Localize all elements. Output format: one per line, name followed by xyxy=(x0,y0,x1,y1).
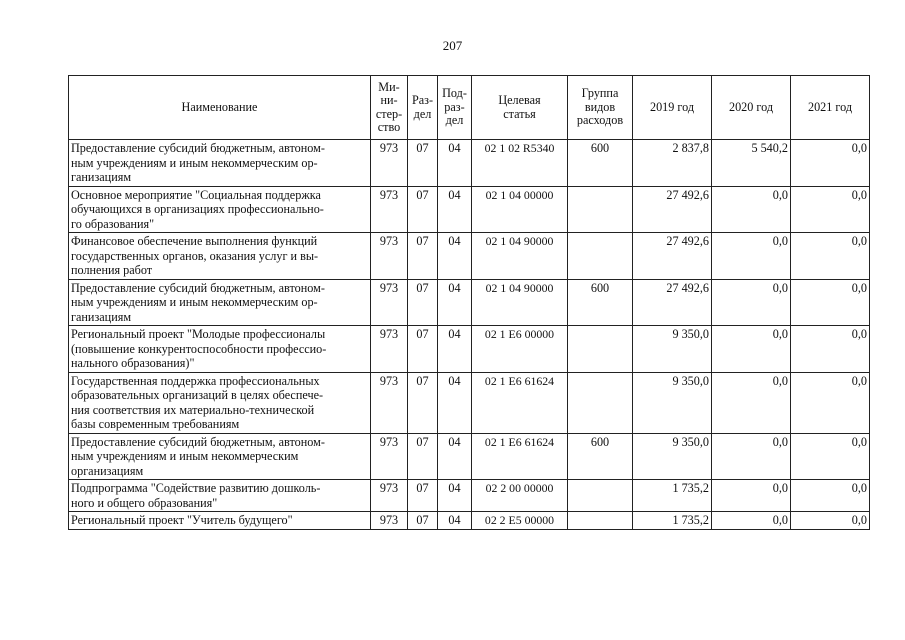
header-expense-group: Группа видов расходов xyxy=(568,76,633,140)
row-target: 02 2 00 00000 xyxy=(472,480,568,512)
row-name: Региональный проект "Учитель будущего" xyxy=(69,512,371,530)
row-subsection: 04 xyxy=(438,512,472,530)
row-name: Государственная поддержка профессиональных образовательных организаций в целях обеспече- ния соответствия их материально-технической базы современным требованиям xyxy=(69,372,371,433)
table-row xyxy=(69,186,870,233)
row-target: 02 1 04 90000 xyxy=(472,233,568,280)
row-ministry: 973 xyxy=(371,433,408,480)
row-name: Региональный проект "Молодые профессионалы (повышение конкурентоспособности профессио- нального образования)" xyxy=(69,326,371,373)
row-section: 07 xyxy=(408,433,438,480)
table-row xyxy=(69,326,870,373)
row-2020: 0,0 xyxy=(712,233,791,280)
table-row xyxy=(69,480,870,512)
row-section: 07 xyxy=(408,186,438,233)
row-name: Финансовое обеспечение выполнения функций государственных органов, оказания услуг и вы- полнения работ xyxy=(69,233,371,280)
header-2019: 2019 год xyxy=(633,76,712,140)
row-2019: 9 350,0 xyxy=(633,433,712,480)
row-target: 02 2 E5 00000 xyxy=(472,512,568,530)
row-expense-group: 600 xyxy=(568,433,633,480)
row-section: 07 xyxy=(408,480,438,512)
row-ministry: 973 xyxy=(371,233,408,280)
row-2020: 0,0 xyxy=(712,433,791,480)
row-2020: 0,0 xyxy=(712,186,791,233)
row-expense-group: 600 xyxy=(568,279,633,326)
table-row xyxy=(69,140,870,187)
row-target: 02 1 02 R5340 xyxy=(472,140,568,187)
row-2021: 0,0 xyxy=(791,433,870,480)
row-2020: 0,0 xyxy=(712,279,791,326)
row-section: 07 xyxy=(408,279,438,326)
row-expense-group xyxy=(568,512,633,530)
row-2020: 5 540,2 xyxy=(712,140,791,187)
row-2019: 9 350,0 xyxy=(633,372,712,433)
row-2021: 0,0 xyxy=(791,480,870,512)
table-row xyxy=(69,433,870,480)
row-subsection: 04 xyxy=(438,279,472,326)
row-section: 07 xyxy=(408,140,438,187)
row-section: 07 xyxy=(408,512,438,530)
row-expense-group xyxy=(568,326,633,373)
row-subsection: 04 xyxy=(438,480,472,512)
row-target: 02 1 04 00000 xyxy=(472,186,568,233)
header-name: Наименование xyxy=(69,76,371,140)
row-2019: 27 492,6 xyxy=(633,186,712,233)
row-2020: 0,0 xyxy=(712,326,791,373)
row-expense-group xyxy=(568,372,633,433)
row-expense-group: 600 xyxy=(568,140,633,187)
row-2019: 1 735,2 xyxy=(633,480,712,512)
row-2021: 0,0 xyxy=(791,512,870,530)
header-target: Целевая статья xyxy=(472,76,568,140)
row-ministry: 973 xyxy=(371,279,408,326)
row-2020: 0,0 xyxy=(712,372,791,433)
row-ministry: 973 xyxy=(371,186,408,233)
row-2019: 27 492,6 xyxy=(633,279,712,326)
row-expense-group xyxy=(568,186,633,233)
row-expense-group xyxy=(568,233,633,280)
table-row xyxy=(69,279,870,326)
row-subsection: 04 xyxy=(438,433,472,480)
row-2021: 0,0 xyxy=(791,372,870,433)
row-2020: 0,0 xyxy=(712,512,791,530)
page-number: 207 xyxy=(442,38,463,53)
row-2019: 1 735,2 xyxy=(633,512,712,530)
row-name: Подпрограмма "Содействие развитию дошколь- ного и общего образования" xyxy=(69,480,371,512)
row-name: Предоставление субсидий бюджетным, автоном- ным учреждениям и иным некоммерческим организациям xyxy=(69,433,371,480)
table-row xyxy=(69,512,870,530)
row-subsection: 04 xyxy=(438,326,472,373)
row-section: 07 xyxy=(408,372,438,433)
header-2020: 2020 год xyxy=(712,76,791,140)
row-target: 02 1 E6 61624 xyxy=(472,433,568,480)
row-subsection: 04 xyxy=(438,140,472,187)
row-ministry: 973 xyxy=(371,326,408,373)
row-section: 07 xyxy=(408,326,438,373)
budget-table xyxy=(68,75,870,530)
row-target: 02 1 E6 61624 xyxy=(472,372,568,433)
row-2021: 0,0 xyxy=(791,326,870,373)
row-2021: 0,0 xyxy=(791,140,870,187)
table-row xyxy=(69,372,870,433)
row-2021: 0,0 xyxy=(791,279,870,326)
table-row xyxy=(69,233,870,280)
row-ministry: 973 xyxy=(371,512,408,530)
row-ministry: 973 xyxy=(371,480,408,512)
row-2021: 0,0 xyxy=(791,233,870,280)
row-ministry: 973 xyxy=(371,140,408,187)
row-2020: 0,0 xyxy=(712,480,791,512)
row-target: 02 1 E6 00000 xyxy=(472,326,568,373)
row-name: Основное мероприятие "Социальная поддержка обучающихся в организациях профессионально- го образования" xyxy=(69,186,371,233)
header-ministry: Ми- ни- стер- ство xyxy=(371,76,408,140)
header-subsection: Под- раз- дел xyxy=(438,76,472,140)
row-subsection: 04 xyxy=(438,372,472,433)
table-header-row xyxy=(69,76,870,140)
row-name: Предоставление субсидий бюджетным, автоном- ным учреждениям и иным некоммерческим ор- ганизациям xyxy=(69,279,371,326)
row-section: 07 xyxy=(408,233,438,280)
row-ministry: 973 xyxy=(371,372,408,433)
header-section: Раз- дел xyxy=(408,76,438,140)
row-2021: 0,0 xyxy=(791,186,870,233)
row-subsection: 04 xyxy=(438,186,472,233)
row-2019: 2 837,8 xyxy=(633,140,712,187)
row-name: Предоставление субсидий бюджетным, автоном- ным учреждениям и иным некоммерческим ор- ганизациям xyxy=(69,140,371,187)
row-2019: 9 350,0 xyxy=(633,326,712,373)
row-2019: 27 492,6 xyxy=(633,233,712,280)
row-expense-group xyxy=(568,480,633,512)
header-2021: 2021 год xyxy=(791,76,870,140)
row-subsection: 04 xyxy=(438,233,472,280)
row-target: 02 1 04 90000 xyxy=(472,279,568,326)
